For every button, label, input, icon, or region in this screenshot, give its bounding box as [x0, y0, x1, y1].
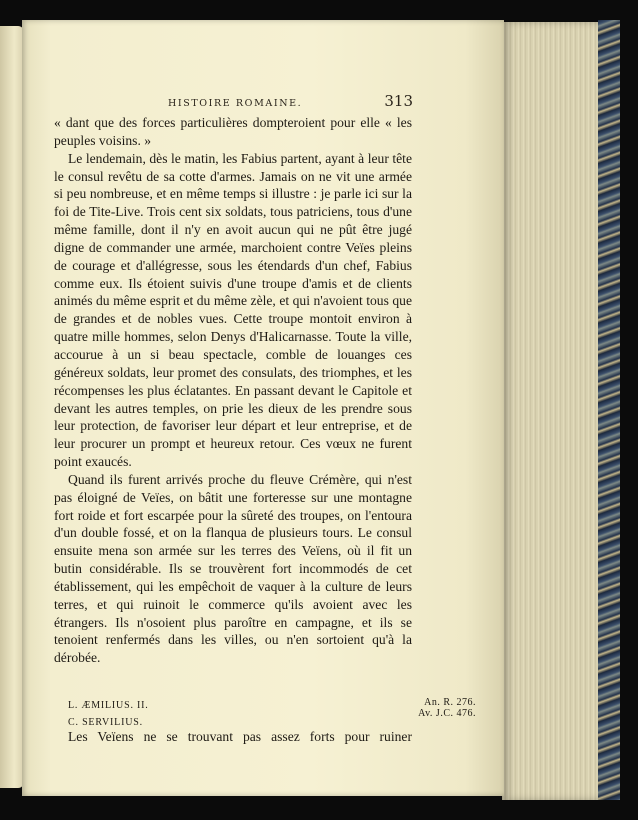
facing-page-edge [0, 26, 24, 788]
running-title: HISTOIRE ROMAINE. [168, 98, 303, 109]
paragraph-quote-end: « dant que des forces particulières dompteroient pour elle « les peuples voisins. » [54, 115, 412, 148]
running-head [168, 92, 413, 110]
consul-1: L. ÆMILIUS. II. [68, 700, 149, 711]
consul-2: C. SERVILIUS. [68, 717, 143, 728]
continuation-line: Les Veïens ne se trouvant pas assez forts pour ruiner [68, 729, 412, 744]
paragraph-cremere: Quand ils furent arrivés proche du fleuve Crémère, qui n'est pas éloigné de Veïes, on bâtit une forteresse sur une montagne fort roide et fort escarpée pour la sûreté des troupes, on l'entoura d'un double fossé, et on la flanqua de plusieurs tours. Le consul ensuite mena son armée sur les terres des Veïens, où il fit un butin considérable. Ils se trouvèrent fort incommodés de cet établissement, qui les empêchoit de vaquer à la culture de leurs terres, et qui ruinoit le commerce qu'ils avoient avec les étrangers. Ils n'osoient plus paroître en campagne, et ils se tenoient renfermés dans les villes, ou n'en sortoient qu'à la dérobée. [54, 471, 412, 666]
marbled-cover [598, 20, 620, 800]
page-number: 313 [384, 92, 413, 110]
paragraph-fabius-depart: Le lendemain, dès le matin, les Fabius partent, ayant à leur tête le consul revêtu de sa cotte d'armes. Jamais on ne vit une armée si peu nombreuse, et en même temps si illustre : je parle ici sur la foi de Tite-Live. Trois cent six soldats, tous patriciens, tous d'une même famille, dont il n'y en avoit aucun qui ne pût être jugé digne de commander une armée, marchoient contre Veïes pleins de courage et d'allégresse, sous les étendards d'un chef, Fabius comme eux. Ils étoient suivis d'une troupe d'amis et de clients animés du même esprit et du même zèle, et qui n'avoient tous que de grandes et de nobles vues. Cette troupe montoit environ à quatre mille hommes, selon Denys d'Halicarnasse. Toute la ville, accourue à un si beau spectacle, comble de louanges ces généreux soldats, leur promet des consulats, des triomphes, et les récompenses les plus éclatantes. En passant devant le Capitole et devant les autres temples, on prie les dieux de les prendre sous leur protection, de favoriser leur départ et leur entreprise, et de leur procurer un prompt et heureux retour. Ces vœux ne furent point exaucés. [54, 150, 412, 470]
consuls-block [68, 697, 476, 731]
margin-date-note [418, 697, 476, 719]
page-edges [502, 22, 610, 800]
body-text [54, 114, 412, 667]
margin-date-rome: An. R. 276. [424, 697, 476, 708]
margin-date-bc: Av. J.C. 476. [418, 708, 476, 719]
book-page [22, 20, 504, 796]
